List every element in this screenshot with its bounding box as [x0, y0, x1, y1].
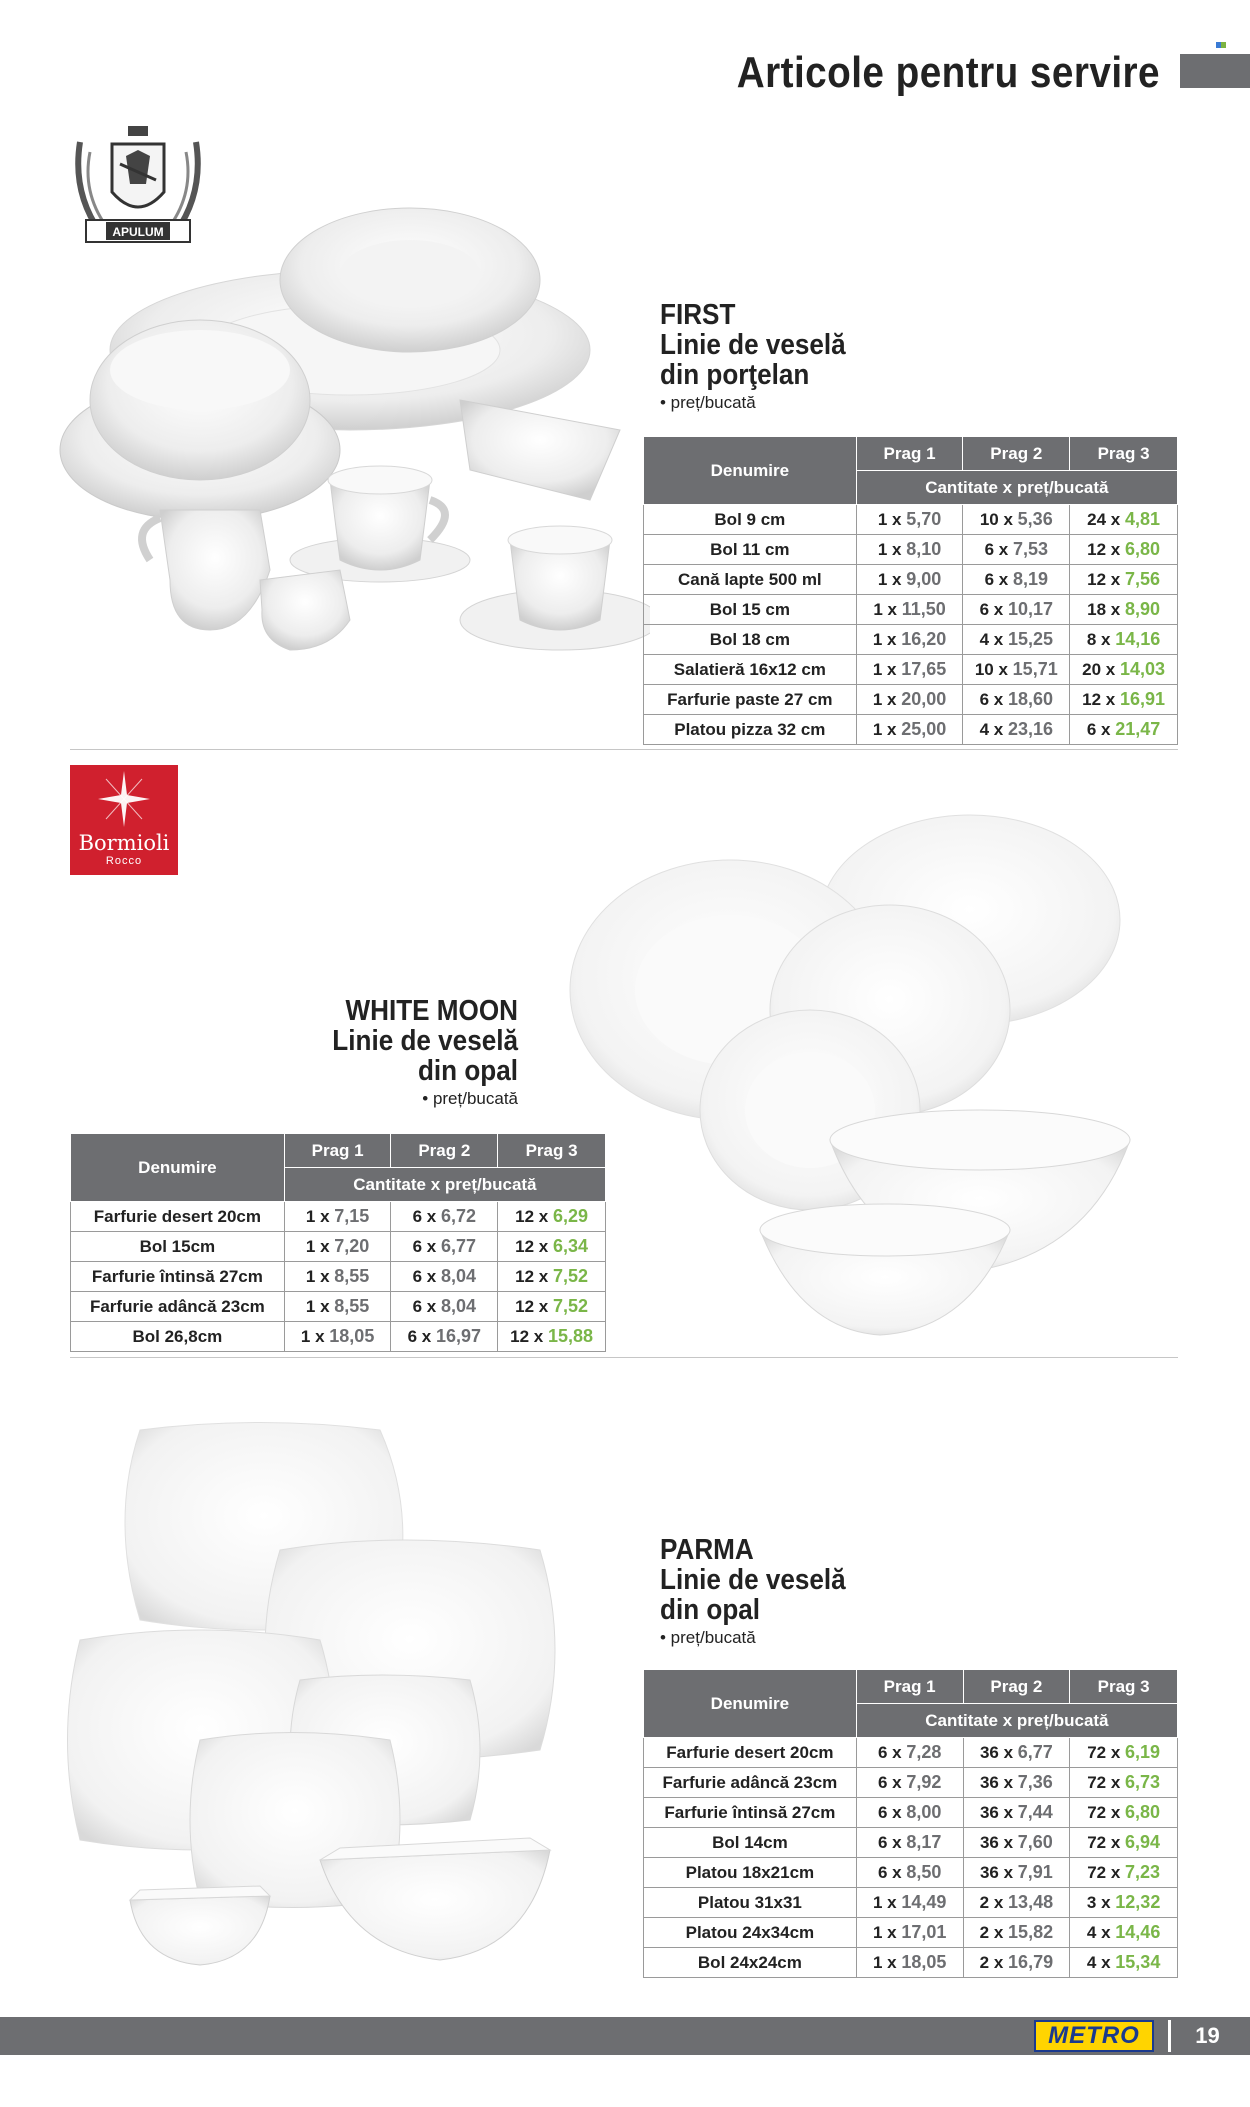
white-moon-product-title [260, 996, 518, 1110]
qty: 72 x [1087, 1863, 1121, 1882]
price-best: 6,80 [1125, 1802, 1161, 1822]
qty: 1 x [305, 1297, 330, 1316]
prag2-cell [391, 1322, 498, 1352]
qty: 12 x [510, 1327, 544, 1346]
product-name: FIRST [660, 299, 736, 331]
prag3-cell [1070, 505, 1178, 535]
prag2-cell [391, 1292, 498, 1322]
price-best: 14,46 [1115, 1922, 1161, 1942]
table-row [644, 1798, 1178, 1828]
unit-note: • preț/bucată [660, 393, 756, 412]
item-name: Platou pizza 32 cm [644, 715, 857, 745]
price: 8,04 [440, 1266, 477, 1286]
header-cantitate: Cantitate x preț/bucată [856, 1704, 1177, 1738]
prag1-cell [856, 1828, 963, 1858]
unit-note: • preț/bucată [660, 1628, 756, 1647]
prag2-cell [963, 565, 1070, 595]
product-name: WHITE MOON [345, 995, 518, 1027]
item-name: Platou 31x31 [644, 1888, 857, 1918]
prag3-cell [1070, 1738, 1178, 1768]
prag1-cell [856, 655, 963, 685]
qty: 4 x [979, 630, 1004, 649]
qty: 6 x [984, 540, 1009, 559]
qty: 1 x [305, 1207, 330, 1226]
qty: 2 x [979, 1953, 1004, 1972]
price: 8,55 [334, 1266, 370, 1286]
qty: 10 x [974, 660, 1008, 679]
prag3-cell [1070, 1918, 1178, 1948]
prag1-cell [856, 1738, 963, 1768]
bormioli-star-icon [96, 769, 152, 829]
price: 7,91 [1017, 1862, 1053, 1882]
item-name: Bol 26,8cm [71, 1322, 285, 1352]
qty: 1 x [872, 720, 897, 739]
header-cantitate: Cantitate x preț/bucată [284, 1168, 605, 1202]
item-name: Farfurie desert 20cm [71, 1202, 285, 1232]
price-best: 6,19 [1125, 1742, 1161, 1762]
first-product-title [660, 300, 940, 414]
price: 8,50 [906, 1862, 942, 1882]
item-name: Platou 24x34cm [644, 1918, 857, 1948]
product-material: din opal [660, 1594, 761, 1626]
prag2-cell [963, 1768, 1070, 1798]
prag3-cell [1070, 1798, 1178, 1828]
price: 6,72 [440, 1206, 477, 1226]
product-material: din opal [417, 1055, 518, 1087]
header-prag2: Prag 2 [391, 1134, 498, 1168]
price-best: 7,52 [552, 1296, 589, 1316]
header-prag3: Prag 3 [1070, 1670, 1178, 1704]
price: 16,97 [435, 1326, 482, 1346]
table-row [644, 1918, 1178, 1948]
price: 18,60 [1007, 689, 1053, 709]
prag2-cell [963, 685, 1070, 715]
price: 13,48 [1008, 1892, 1054, 1912]
table-row [644, 1858, 1178, 1888]
qty: 12 x [1082, 690, 1116, 709]
header-denumire: Denumire [71, 1134, 285, 1202]
first-product-image [50, 200, 650, 670]
table-row [71, 1232, 606, 1262]
table-row [644, 715, 1178, 745]
price: 8,55 [334, 1296, 370, 1316]
metro-logo-text: METRO [1048, 2022, 1140, 2049]
table-row [644, 535, 1178, 565]
qty: 6 x [412, 1207, 437, 1226]
qty: 6 x [1086, 720, 1111, 739]
qty: 20 x [1082, 660, 1116, 679]
prag1-cell [856, 535, 963, 565]
prag1-cell [856, 565, 963, 595]
section-divider [70, 749, 1178, 750]
price: 7,20 [334, 1236, 370, 1256]
price: 20,00 [901, 689, 947, 709]
item-name: Platou 18x21cm [644, 1858, 857, 1888]
qty: 8 x [1086, 630, 1111, 649]
prag2-cell [963, 1858, 1070, 1888]
qty: 6 x [979, 690, 1004, 709]
qty: 36 x [979, 1833, 1014, 1852]
price: 16,79 [1008, 1952, 1054, 1972]
prag2-cell [391, 1232, 498, 1262]
qty: 72 x [1087, 1773, 1121, 1792]
prag2-cell [963, 1828, 1070, 1858]
price-best: 7,23 [1125, 1862, 1161, 1882]
prag3-cell [1070, 1768, 1178, 1798]
table-row [644, 685, 1178, 715]
qty: 12 x [515, 1207, 549, 1226]
price: 16,20 [901, 629, 947, 649]
prag3-cell [1070, 715, 1178, 745]
qty: 1 x [877, 540, 902, 559]
item-name: Farfurie adâncă 23cm [71, 1292, 285, 1322]
section-divider [70, 1357, 1178, 1358]
prag1-cell [284, 1232, 391, 1262]
price: 17,01 [901, 1922, 947, 1942]
price: 23,16 [1007, 719, 1053, 739]
qty: 72 x [1087, 1743, 1121, 1762]
prag2-cell [963, 595, 1070, 625]
product-line: Linie de veselă [660, 1564, 846, 1596]
price: 7,92 [906, 1772, 942, 1792]
parma-product-image [60, 1420, 600, 1980]
price: 8,19 [1012, 569, 1048, 589]
qty: 6 x [984, 570, 1009, 589]
prag2-cell [963, 625, 1070, 655]
price: 17,65 [901, 659, 947, 679]
price-best: 6,34 [552, 1236, 589, 1256]
qty: 6 x [877, 1833, 902, 1852]
qty: 6 x [877, 1743, 902, 1762]
price-best: 6,80 [1124, 539, 1161, 559]
price: 7,44 [1017, 1802, 1053, 1822]
header-denumire: Denumire [644, 437, 857, 505]
qty: 6 x [407, 1327, 432, 1346]
prag3-cell [498, 1322, 606, 1352]
header-prag2: Prag 2 [963, 1670, 1070, 1704]
price-best: 21,47 [1115, 719, 1161, 739]
qty: 6 x [412, 1267, 437, 1286]
item-name: Bol 24x24cm [644, 1948, 857, 1978]
price: 7,36 [1017, 1772, 1053, 1792]
prag1-cell [856, 1948, 963, 1978]
price-best: 15,88 [547, 1326, 594, 1346]
qty: 12 x [515, 1267, 549, 1286]
prag2-cell [391, 1262, 498, 1292]
table-row [644, 625, 1178, 655]
price-best: 6,29 [552, 1206, 589, 1226]
qty: 12 x [515, 1297, 549, 1316]
price: 8,10 [906, 539, 942, 559]
prag2-cell [963, 655, 1070, 685]
white-moon-table-body [71, 1202, 606, 1352]
qty: 2 x [979, 1923, 1004, 1942]
qty: 1 x [877, 570, 902, 589]
prag1-cell [856, 1798, 963, 1828]
price: 5,36 [1017, 509, 1053, 529]
table-row [644, 1828, 1178, 1858]
table-row [644, 505, 1178, 535]
price-best: 16,91 [1119, 689, 1166, 709]
qty: 1 x [873, 600, 897, 619]
price: 8,17 [906, 1832, 942, 1852]
bormioli-logo [70, 765, 178, 875]
price: 8,00 [906, 1802, 942, 1822]
prag3-cell [1070, 655, 1178, 685]
item-name: Farfurie desert 20cm [644, 1738, 857, 1768]
qty: 12 x [515, 1237, 549, 1256]
qty: 3 x [1086, 1893, 1111, 1912]
prag2-cell [963, 1798, 1070, 1828]
qty: 1 x [305, 1237, 330, 1256]
price: 6,77 [1017, 1742, 1053, 1762]
first-table-body [644, 505, 1178, 745]
white-moon-price-table [70, 1133, 606, 1352]
prag2-cell [963, 1948, 1070, 1978]
qty: 6 x [412, 1297, 437, 1316]
prag3-cell [1070, 1888, 1178, 1918]
prag1-cell [856, 1858, 963, 1888]
qty: 1 x [872, 1953, 897, 1972]
prag3-cell [498, 1292, 606, 1322]
price-best: 6,94 [1125, 1832, 1161, 1852]
item-name: Bol 11 cm [644, 535, 857, 565]
page-title: Articole pentru servire [736, 48, 1160, 97]
product-line: Linie de veselă [332, 1025, 518, 1057]
prag1-cell [856, 1768, 963, 1798]
price: 15,71 [1012, 659, 1058, 679]
bormioli-sub: Rocco [105, 855, 143, 867]
prag2-cell [963, 1888, 1070, 1918]
qty: 4 x [979, 720, 1004, 739]
qty: 4 x [1086, 1923, 1111, 1942]
prag2-cell [963, 1918, 1070, 1948]
prag1-cell [284, 1202, 391, 1232]
prag1-cell [856, 715, 963, 745]
table-row [644, 565, 1178, 595]
header-prag1: Prag 1 [284, 1134, 391, 1168]
prag1-cell [856, 1888, 963, 1918]
prag3-cell [1070, 625, 1178, 655]
first-price-table [643, 436, 1178, 745]
prag1-cell [856, 595, 963, 625]
item-name: Bol 15 cm [644, 595, 857, 625]
white-moon-product-image [550, 810, 1190, 1340]
price: 18,05 [329, 1326, 375, 1346]
product-name: PARMA [660, 1534, 754, 1566]
table-row [71, 1202, 606, 1232]
price-best: 7,52 [552, 1266, 589, 1286]
item-name: Farfurie paste 27 cm [644, 685, 857, 715]
header-cantitate: Cantitate x preț/bucată [856, 471, 1177, 505]
bormioli-brand: Bormioli [78, 831, 170, 855]
prag2-cell [963, 535, 1070, 565]
prag2-cell [391, 1202, 498, 1232]
product-line: Linie de veselă [660, 329, 846, 361]
item-name: Farfurie adâncă 23cm [644, 1768, 857, 1798]
qty: 36 x [979, 1743, 1014, 1762]
table-row [71, 1262, 606, 1292]
prag3-cell [1070, 1948, 1178, 1978]
header-prag3: Prag 3 [1070, 437, 1178, 471]
price: 10,17 [1007, 599, 1053, 619]
prag3-cell [498, 1232, 606, 1262]
table-row [644, 1948, 1178, 1978]
unit-note: • preț/bucată [422, 1089, 518, 1108]
price: 7,53 [1012, 539, 1048, 559]
qty: 18 x [1087, 600, 1121, 619]
item-name: Cană lapte 500 ml [644, 565, 857, 595]
price: 11,50 [901, 599, 946, 619]
item-name: Bol 14cm [644, 1828, 857, 1858]
prag1-cell [856, 1918, 963, 1948]
qty: 1 x [872, 1923, 897, 1942]
parma-table-body [644, 1738, 1178, 1978]
item-name: Bol 9 cm [644, 505, 857, 535]
header-prag1: Prag 1 [856, 437, 963, 471]
parma-product-title [660, 1535, 940, 1649]
qty: 1 x [872, 690, 897, 709]
price: 5,70 [906, 509, 942, 529]
price: 7,15 [334, 1206, 370, 1226]
price: 25,00 [901, 719, 947, 739]
prag1-cell [284, 1292, 391, 1322]
qty: 1 x [872, 660, 897, 679]
header-prag1: Prag 1 [856, 1670, 963, 1704]
table-row [644, 595, 1178, 625]
price-best: 8,90 [1124, 599, 1161, 619]
qty: 24 x [1087, 510, 1121, 529]
qty: 6 x [979, 600, 1004, 619]
prag3-cell [498, 1262, 606, 1292]
item-name: Bol 18 cm [644, 625, 857, 655]
prag2-cell [963, 505, 1070, 535]
price: 14,49 [901, 1892, 947, 1912]
price: 9,00 [906, 569, 942, 589]
qty: 6 x [412, 1237, 437, 1256]
price-best: 4,81 [1124, 509, 1161, 529]
price: 15,82 [1008, 1922, 1054, 1942]
qty: 12 x [1087, 570, 1121, 589]
qty: 6 x [877, 1803, 902, 1822]
prag2-cell [963, 1738, 1070, 1768]
prag3-cell [1070, 1828, 1178, 1858]
qty: 1 x [872, 1893, 897, 1912]
apulum-logo-text: APULUM [112, 225, 164, 239]
price-best: 15,34 [1115, 1952, 1161, 1972]
qty: 12 x [1087, 540, 1121, 559]
qty: 4 x [1086, 1953, 1111, 1972]
item-name: Farfurie întinsă 27cm [71, 1262, 285, 1292]
header-accent-bar [1180, 54, 1250, 88]
prag3-cell [498, 1202, 606, 1232]
qty: 72 x [1087, 1803, 1121, 1822]
prag3-cell [1070, 535, 1178, 565]
metro-logo [1034, 2020, 1154, 2052]
table-row [644, 1768, 1178, 1798]
price: 15,25 [1007, 629, 1053, 649]
item-name: Salatieră 16x12 cm [644, 655, 857, 685]
prag3-cell [1070, 595, 1178, 625]
qty: 1 x [872, 630, 897, 649]
qty: 36 x [979, 1803, 1014, 1822]
price: 7,60 [1017, 1832, 1053, 1852]
prag1-cell [284, 1262, 391, 1292]
prag1-cell [856, 685, 963, 715]
parma-price-table [643, 1669, 1178, 1978]
table-row [71, 1322, 606, 1352]
item-name: Bol 15cm [71, 1232, 285, 1262]
prag3-cell [1070, 685, 1178, 715]
price: 6,77 [440, 1236, 477, 1256]
qty: 1 x [305, 1267, 330, 1286]
header-prag3: Prag 3 [498, 1134, 606, 1168]
qty: 6 x [877, 1773, 902, 1792]
price: 7,28 [906, 1742, 942, 1762]
qty: 1 x [300, 1327, 325, 1346]
item-name: Farfurie întinsă 27cm [644, 1798, 857, 1828]
price: 18,05 [901, 1952, 947, 1972]
prag1-cell [856, 625, 963, 655]
page-number: 19 [1168, 2020, 1244, 2052]
header-denumire: Denumire [644, 1670, 857, 1738]
price: 8,04 [440, 1296, 477, 1316]
qty: 36 x [979, 1863, 1014, 1882]
prag3-cell [1070, 565, 1178, 595]
prag1-cell [284, 1322, 391, 1352]
prag1-cell [856, 505, 963, 535]
price-best: 6,73 [1125, 1772, 1161, 1792]
table-row [644, 655, 1178, 685]
qty: 10 x [979, 510, 1013, 529]
qty: 6 x [877, 1863, 902, 1882]
table-row [71, 1292, 606, 1322]
price-best: 14,16 [1115, 629, 1161, 649]
prag3-cell [1070, 1858, 1178, 1888]
header-prag2: Prag 2 [963, 437, 1070, 471]
qty: 2 x [979, 1893, 1004, 1912]
table-row [644, 1888, 1178, 1918]
price-best: 14,03 [1119, 659, 1166, 679]
product-material: din porţelan [660, 359, 810, 391]
corner-mark [1216, 42, 1226, 48]
qty: 1 x [877, 510, 902, 529]
table-row [644, 1738, 1178, 1768]
qty: 36 x [979, 1773, 1014, 1792]
price-best: 7,56 [1124, 569, 1161, 589]
prag2-cell [963, 715, 1070, 745]
qty: 72 x [1087, 1833, 1121, 1852]
price-best: 12,32 [1115, 1892, 1161, 1912]
